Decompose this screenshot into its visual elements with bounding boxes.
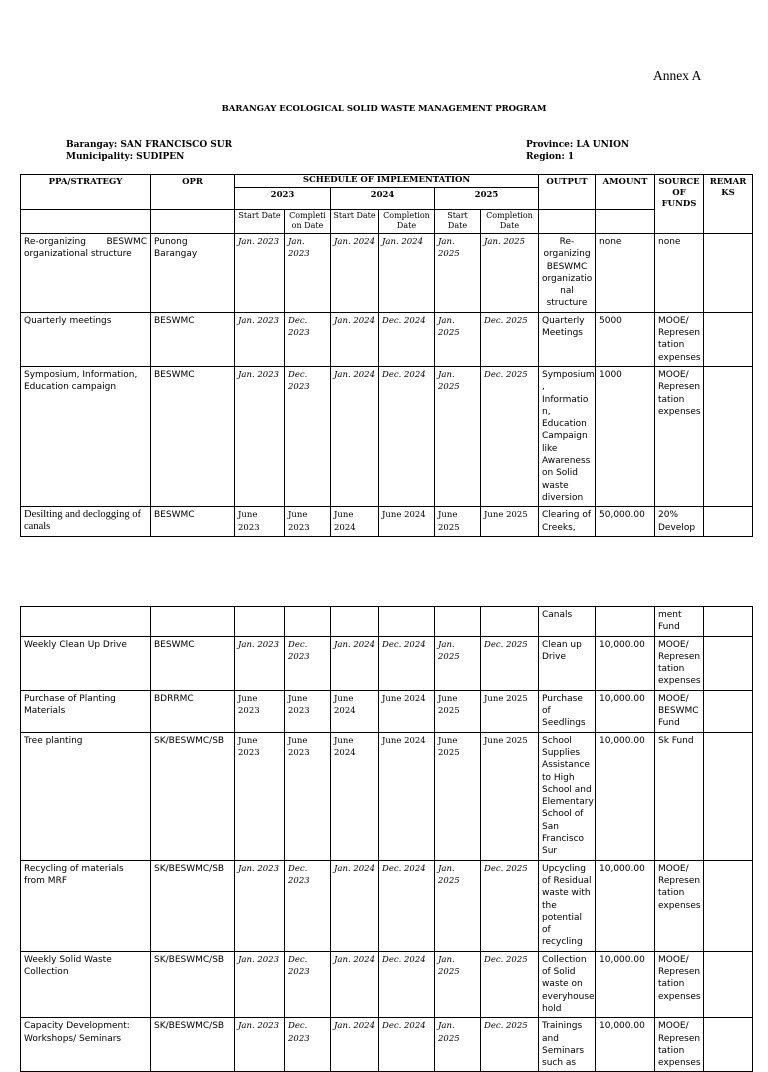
ppa-cell: Weekly Clean Up Drive <box>21 636 151 690</box>
amount-cell <box>596 607 655 637</box>
start-2025-cell: Jan. 2025 <box>435 860 481 951</box>
completion-2024-header: Completion Date <box>379 210 435 234</box>
start-2025-header: Start Date <box>435 210 481 234</box>
source-cell: MOOE/ Represen tation expenses <box>655 1018 704 1072</box>
ppa-subheader-blank <box>21 210 151 234</box>
ppa-cell: Purchase of Planting Materials <box>21 690 151 732</box>
opr-cell: SK/BESWMC/SB <box>151 860 235 951</box>
table-row <box>21 312 753 366</box>
source-cell: 20% Develop <box>655 507 704 537</box>
amount-cell: 5000 <box>596 312 655 366</box>
opr-cell: SK/BESWMC/SB <box>151 732 235 860</box>
municipality-label: Municipality: SUDIPEN <box>66 152 185 162</box>
start-2023-cell: June 2023 <box>235 507 285 537</box>
source-cell: MOOE/ BESWMC Fund <box>655 690 704 732</box>
output-cell: Trainings and Seminars such as <box>539 1018 596 1072</box>
start-2025-cell: June 2025 <box>435 507 481 537</box>
completion-2025-cell: Dec. 2025 <box>481 366 539 506</box>
start-2024-cell <box>331 607 379 637</box>
output-cell: Re-organizing BESWMC organizatio nal structure <box>539 234 596 313</box>
ppa-header: PPA/STRATEGY <box>21 175 151 210</box>
start-2023-cell: June 2023 <box>235 690 285 732</box>
start-2025-cell: Jan. 2025 <box>435 1018 481 1072</box>
start-2024-cell: June 2024 <box>331 690 379 732</box>
ppa-cell: Capacity Development: Workshops/ Seminars <box>21 1018 151 1072</box>
completion-2023-cell: June 2023 <box>285 507 331 537</box>
start-2024-cell: June 2024 <box>331 507 379 537</box>
amount-header: AMOUNT <box>596 175 655 210</box>
start-2024-cell: June 2024 <box>331 732 379 860</box>
completion-2024-cell: Dec. 2024 <box>379 1018 435 1072</box>
start-2024-cell: Jan. 2024 <box>331 951 379 1017</box>
completion-2024-cell: Dec. 2024 <box>379 951 435 1017</box>
start-2023-cell: Jan. 2023 <box>235 1018 285 1072</box>
completion-2024-cell: Dec. 2024 <box>379 312 435 366</box>
amount-cell: 10,000.00 <box>596 860 655 951</box>
schedule-header: SCHEDULE OF IMPLEMENTATION <box>235 175 539 188</box>
completion-2024-cell: Jan. 2024 <box>379 234 435 313</box>
completion-2024-cell: Dec. 2024 <box>379 636 435 690</box>
amount-cell: 10,000.00 <box>596 636 655 690</box>
remarks-cell <box>704 507 753 537</box>
table-row <box>21 951 753 1017</box>
ppa-cell: Recycling of materials from MRF <box>21 860 151 951</box>
province-label: Province: LA UNION <box>526 140 630 150</box>
source-cell: MOOE/ Represen tation expenses <box>655 951 704 1017</box>
amount-cell: 10,000.00 <box>596 951 655 1017</box>
barangay-label: Barangay: SAN FRANCISCO SUR <box>66 140 233 150</box>
table-row <box>21 607 753 637</box>
opr-cell: BESWMC <box>151 366 235 506</box>
amount-cell: 1000 <box>596 366 655 506</box>
start-2023-header: Start Date <box>235 210 285 234</box>
completion-2024-cell: June 2024 <box>379 690 435 732</box>
amount-cell: 10,000.00 <box>596 732 655 860</box>
completion-2025-header: Completion Date <box>481 210 539 234</box>
ppa-cell: Re-organizing BESWMC organizational structure <box>21 234 151 313</box>
start-2023-cell: Jan. 2023 <box>235 636 285 690</box>
year-2025-header: 2025 <box>435 188 539 210</box>
table-row <box>21 732 753 860</box>
location-left <box>66 139 232 163</box>
start-2024-cell: Jan. 2024 <box>331 366 379 506</box>
completion-2023-cell: Dec. 2023 <box>285 1018 331 1072</box>
start-2024-cell: Jan. 2024 <box>331 860 379 951</box>
output-subheader-blank <box>539 210 596 234</box>
ppa-cell: Tree planting <box>21 732 151 860</box>
output-cell: Collection of Solid waste on everyhouse hold <box>539 951 596 1017</box>
output-cell: Symposium , Informatio n, Education Campaign like Awareness on Solid waste diversion <box>539 366 596 506</box>
start-2025-cell <box>435 607 481 637</box>
source-cell: ment Fund <box>655 607 704 637</box>
implementation-table-page1 <box>20 174 753 537</box>
table-row <box>21 507 753 537</box>
completion-2025-cell <box>481 607 539 637</box>
opr-cell: Punong Barangay <box>151 234 235 313</box>
amount-subheader-blank <box>596 210 655 234</box>
start-2024-cell: Jan. 2024 <box>331 636 379 690</box>
amount-cell: 10,000.00 <box>596 690 655 732</box>
output-cell: Clean up Drive <box>539 636 596 690</box>
completion-2024-cell: Dec. 2024 <box>379 366 435 506</box>
completion-2024-cell: June 2024 <box>379 732 435 860</box>
start-2025-cell: Jan. 2025 <box>435 366 481 506</box>
opr-cell <box>151 607 235 637</box>
start-2023-cell <box>235 607 285 637</box>
opr-cell: BDRRMC <box>151 690 235 732</box>
table-row <box>21 636 753 690</box>
remarks-cell <box>704 636 753 690</box>
opr-cell: SK/BESWMC/SB <box>151 1018 235 1072</box>
remarks-cell <box>704 1018 753 1072</box>
amount-cell: none <box>596 234 655 313</box>
ppa-cell: Desilting and declogging of canals <box>21 507 151 537</box>
completion-2025-cell: Dec. 2025 <box>481 312 539 366</box>
remarks-cell <box>704 860 753 951</box>
opr-cell: BESWMC <box>151 312 235 366</box>
source-cell: MOOE/ Represen tation expenses <box>655 312 704 366</box>
region-label: Region: 1 <box>526 152 575 162</box>
start-2025-cell: Jan. 2025 <box>435 951 481 1017</box>
completion-2023-cell: Dec. 2023 <box>285 366 331 506</box>
source-header: SOURCE OF FUNDS <box>655 175 704 234</box>
start-2025-cell: June 2025 <box>435 690 481 732</box>
source-cell: MOOE/ Represen tation expenses <box>655 860 704 951</box>
ppa-cell: Symposium, Information, Education campaign <box>21 366 151 506</box>
start-2024-header: Start Date <box>331 210 379 234</box>
completion-2025-cell: June 2025 <box>481 507 539 537</box>
year-2023-header: 2023 <box>235 188 331 210</box>
completion-2025-cell: June 2025 <box>481 732 539 860</box>
opr-cell: BESWMC <box>151 636 235 690</box>
ppa-cell: Quarterly meetings <box>21 312 151 366</box>
document-title: BARANGAY ECOLOGICAL SOLID WASTE MANAGEMENT PROGRAM <box>221 104 547 114</box>
opr-cell: SK/BESWMC/SB <box>151 951 235 1017</box>
output-cell: Quarterly Meetings <box>539 312 596 366</box>
amount-cell: 50,000.00 <box>596 507 655 537</box>
completion-2023-cell: Dec. 2023 <box>285 636 331 690</box>
remarks-cell <box>704 690 753 732</box>
completion-2025-cell: June 2025 <box>481 690 539 732</box>
remarks-cell <box>704 732 753 860</box>
annex-label: Annex A <box>653 68 702 83</box>
ppa-cell: Weekly Solid Waste Collection <box>21 951 151 1017</box>
completion-2024-cell: June 2024 <box>379 507 435 537</box>
output-cell: Purchase of Seedlings <box>539 690 596 732</box>
completion-2023-cell: June 2023 <box>285 732 331 860</box>
output-header: OUTPUT <box>539 175 596 210</box>
year-2024-header: 2024 <box>331 188 435 210</box>
completion-2023-cell: Dec. 2023 <box>285 951 331 1017</box>
completion-2023-cell: June 2023 <box>285 690 331 732</box>
completion-2025-cell: Dec. 2025 <box>481 1018 539 1072</box>
start-2024-cell: Jan. 2024 <box>331 1018 379 1072</box>
output-cell: School Supplies Assistance to High School and Elementary School of San Francisco Sur <box>539 732 596 860</box>
remarks-cell <box>704 366 753 506</box>
completion-2023-cell: Dec. 2023 <box>285 312 331 366</box>
start-2023-cell: Jan. 2023 <box>235 951 285 1017</box>
start-2023-cell: Jan. 2023 <box>235 366 285 506</box>
remarks-cell <box>704 951 753 1017</box>
source-cell: MOOE/ Represen tation expenses <box>655 636 704 690</box>
opr-header: OPR <box>151 175 235 210</box>
completion-2023-header: Completi on Date <box>285 210 331 234</box>
start-2023-cell: Jan. 2023 <box>235 234 285 313</box>
table-row <box>21 860 753 951</box>
source-cell: MOOE/ Represen tation expenses <box>655 366 704 506</box>
start-2023-cell: Jan. 2023 <box>235 860 285 951</box>
table-row <box>21 234 753 313</box>
opr-cell: BESWMC <box>151 507 235 537</box>
remarks-cell <box>704 607 753 637</box>
implementation-table-page2 <box>20 606 753 1072</box>
remarks-header: REMAR KS <box>704 175 753 234</box>
remarks-cell <box>704 234 753 313</box>
completion-2023-cell: Jan. 2023 <box>285 234 331 313</box>
start-2025-cell: Jan. 2025 <box>435 312 481 366</box>
output-cell: Upcycling of Residual waste with the potential of recycling <box>539 860 596 951</box>
remarks-cell <box>704 312 753 366</box>
completion-2024-cell: Dec. 2024 <box>379 860 435 951</box>
completion-2023-cell <box>285 607 331 637</box>
completion-2025-cell: Jan. 2025 <box>481 234 539 313</box>
source-cell: Sk Fund <box>655 732 704 860</box>
start-2025-cell: Jan. 2025 <box>435 234 481 313</box>
amount-cell: 10,000.00 <box>596 1018 655 1072</box>
start-2023-cell: June 2023 <box>235 732 285 860</box>
output-cell: Clearing of Creeks, <box>539 507 596 537</box>
output-cell: Canals <box>539 607 596 637</box>
start-2025-cell: Jan. 2025 <box>435 636 481 690</box>
start-2024-cell: Jan. 2024 <box>331 312 379 366</box>
table-row <box>21 1018 753 1072</box>
start-2023-cell: Jan. 2023 <box>235 312 285 366</box>
start-2024-cell: Jan. 2024 <box>331 234 379 313</box>
source-cell: none <box>655 234 704 313</box>
table-row <box>21 690 753 732</box>
completion-2023-cell: Dec. 2023 <box>285 860 331 951</box>
completion-2025-cell: Dec. 2025 <box>481 860 539 951</box>
start-2025-cell: June 2025 <box>435 732 481 860</box>
completion-2025-cell: Dec. 2025 <box>481 951 539 1017</box>
location-right <box>526 139 629 163</box>
opr-subheader-blank <box>151 210 235 234</box>
ppa-cell <box>21 607 151 637</box>
table-row <box>21 366 753 506</box>
completion-2024-cell <box>379 607 435 637</box>
completion-2025-cell: Dec. 2025 <box>481 636 539 690</box>
